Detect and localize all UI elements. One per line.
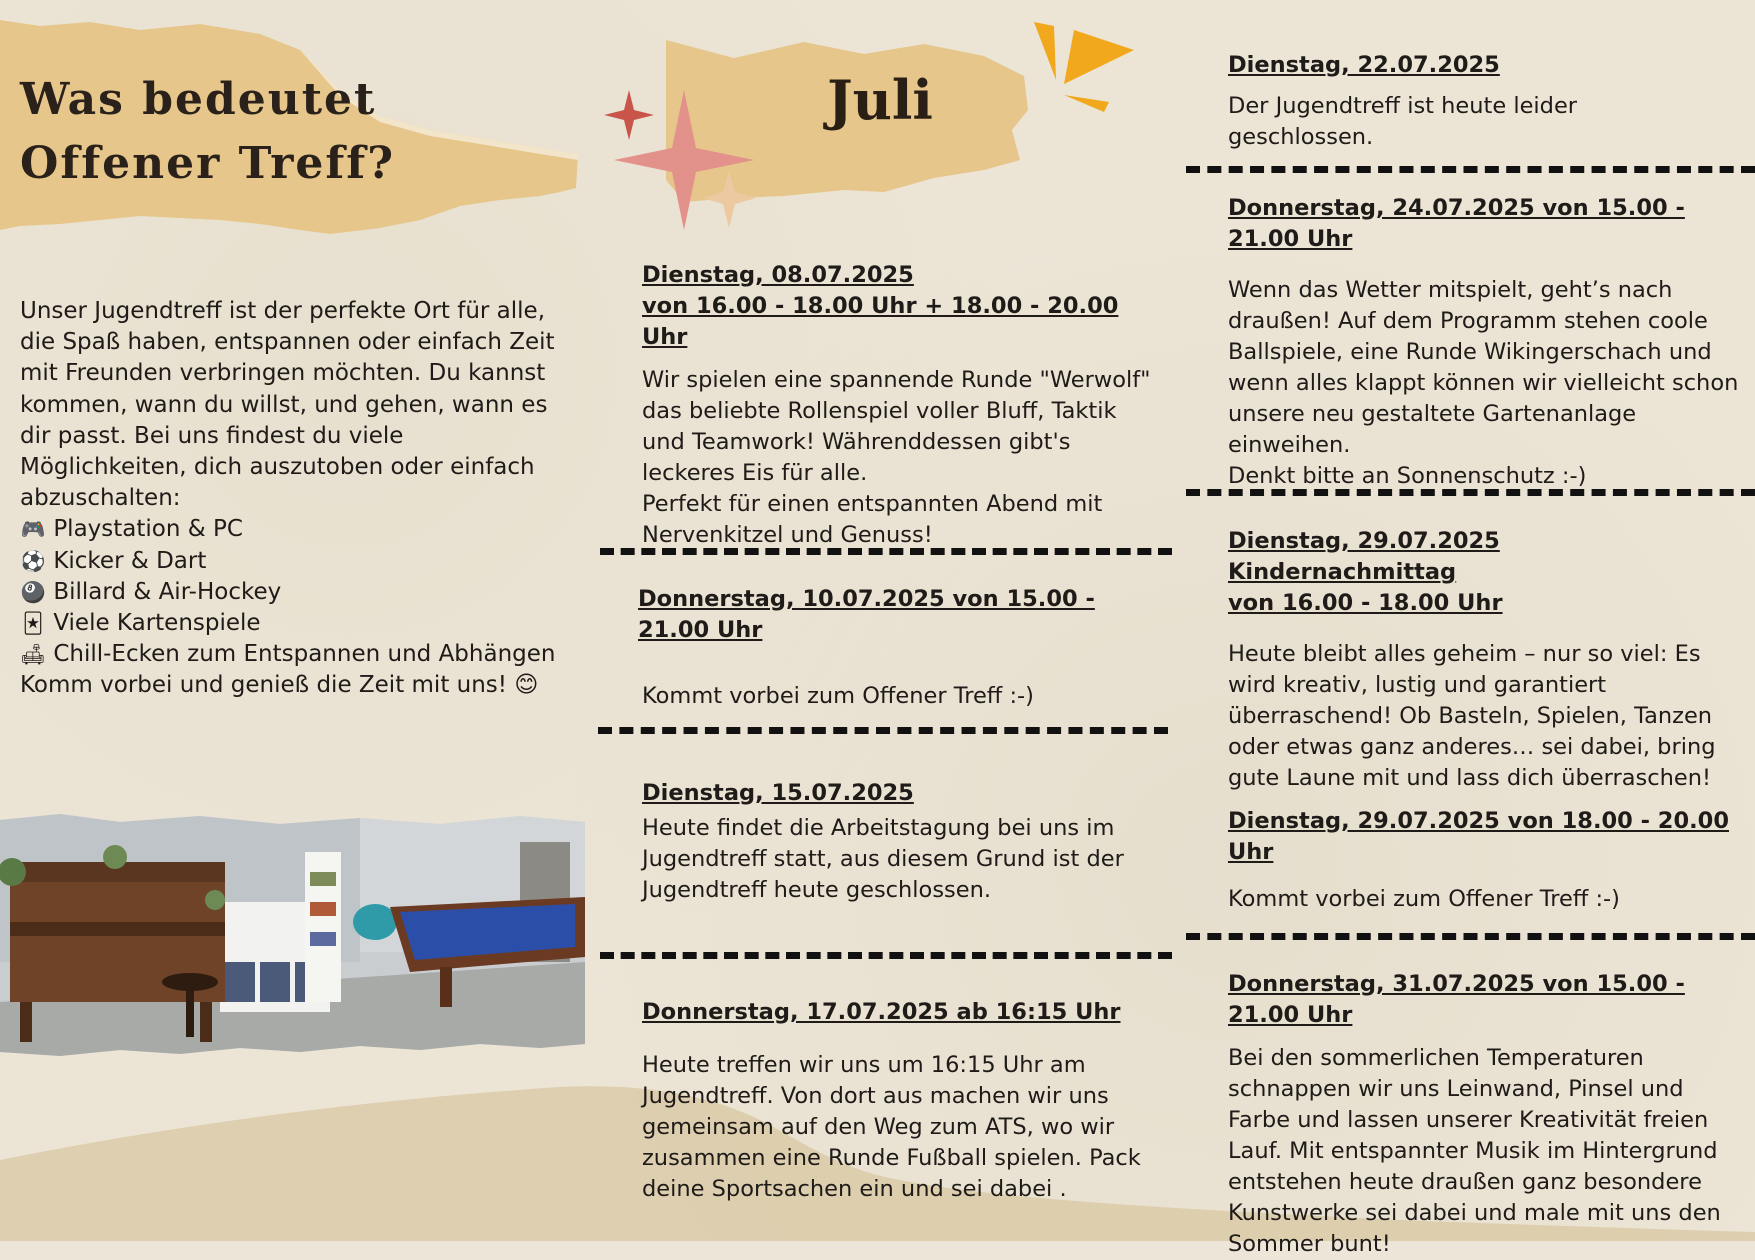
event-description: Kommt vorbei zum Offener Treff :-) <box>1228 886 1620 912</box>
event-22-07 <box>1228 50 1728 153</box>
page-title <box>20 68 540 196</box>
intro-closing: Komm vorbei und genieß die Zeit mit uns! 😊 <box>20 672 539 699</box>
event-08-07 <box>642 260 1162 551</box>
event-title-line2: von 16.00 - 18.00 Uhr + 18.00 - 20.00 Uhr <box>642 293 1119 350</box>
event-17-07 <box>642 997 1162 1205</box>
intro-text-block <box>20 296 560 702</box>
event-title: Donnerstag, 17.07.2025 ab 16:15 Uhr <box>642 999 1121 1025</box>
event-description: Bei den sommerlichen Temperaturen schnappen wir uns Leinwand, Pinsel und Farbe und lassen unserer Kreativität freien Lauf. Mit entspannter Musik im Hintergrund entstehen heute draußen ganz besondere Kunstwerke sei dabei und male mit uns den Sommer bunt! <box>1228 1045 1721 1257</box>
dashed-divider <box>600 952 1172 959</box>
gamepad-icon: 🎮 <box>20 517 46 542</box>
event-24-07 <box>1228 193 1743 492</box>
feature-list <box>20 514 560 670</box>
event-31-07 <box>1228 969 1748 1260</box>
event-title <box>1228 526 1728 619</box>
event-29-07-treff <box>1228 806 1748 915</box>
feature-item <box>20 639 560 670</box>
event-description-2: Denkt bitte an Sonnenschutz :-) <box>1228 463 1587 489</box>
event-title: Donnerstag, 31.07.2025 von 15.00 - 21.00 Uhr <box>1228 971 1685 1028</box>
event-title <box>642 260 1162 353</box>
feature-label: Playstation & PC <box>53 516 243 543</box>
month-title: Juli <box>827 68 933 132</box>
dashed-divider <box>1186 489 1755 496</box>
event-title: Donnerstag, 10.07.2025 von 15.00 - 21.00 Uhr <box>638 586 1095 643</box>
feature-label: Viele Kartenspiele <box>53 610 261 637</box>
event-title: Dienstag, 15.07.2025 <box>642 780 914 806</box>
event-15-07 <box>642 778 1162 906</box>
billiard-ball-icon: 🎱 <box>20 579 46 604</box>
playing-card-icon: 🃏 <box>22 611 44 636</box>
small-red-sparkle-icon <box>604 90 654 140</box>
event-title-line1: Dienstag, 08.07.2025 <box>642 262 914 288</box>
event-description-2: Perfekt für einen entspannten Abend mit Nervenkitzel und Genuss! <box>642 491 1103 548</box>
event-description: Wenn das Wetter mitspielt, geht’s nach draußen! Auf dem Programm stehen coole Ballspiele, eine Runde Wikingerschach und wenn alles klappt können wir vielleicht schon unsere neu gestaltete Gartenanlage einweihen. <box>1228 277 1739 458</box>
page-title-line2: Offener Treff? <box>20 138 396 189</box>
event-description: Heute bleibt alles geheim – nur so viel: Es wird kreativ, lustig und garantiert überraschend! Ob Basteln, Spielen, Tanzen oder etwas ganz anderes… sei dabei, bring gute Laune mit und lass dich überraschen! <box>1228 641 1716 791</box>
event-title-line2: von 16.00 - 18.00 Uhr <box>1228 590 1503 616</box>
feature-item <box>20 514 560 545</box>
event-description: Kommt vorbei zum Offener Treff :-) <box>642 683 1034 709</box>
feature-item <box>20 577 560 608</box>
event-description: Wir spielen eine spannende Runde "Werwolf" das beliebte Rollenspiel voller Bluff, Taktik und Teamwork! Währenddessen gibt's leckeres Eis für alle. <box>642 367 1151 486</box>
couch-icon: 🛋 <box>20 642 46 667</box>
intro-paragraph: Unser Jugendtreff ist der perfekte Ort für alle, die Spaß haben, entspannen oder einfach Zeit mit Freunden verbringen möchten. Du kannst kommen, wann du willst, und gehen, wann es dir passt. Bei uns findest du viele Möglichkeiten, dich auszutoben oder einfach abzuschalten: <box>20 298 555 512</box>
page-title-line1: Was bedeutet <box>20 74 377 125</box>
dashed-divider <box>1186 933 1755 940</box>
event-title: Dienstag, 22.07.2025 <box>1228 52 1500 78</box>
event-10-07 <box>638 584 1168 712</box>
dashed-divider <box>600 548 1172 555</box>
room-photo <box>0 812 585 1060</box>
soccer-ball-icon: ⚽ <box>20 548 46 573</box>
feature-item <box>20 546 560 577</box>
feature-label: Chill-Ecken zum Entspannen und Abhängen <box>53 641 556 668</box>
event-description: Heute findet die Arbeitstagung bei uns im Jugendtreff statt, aus diesem Grund ist der Jugendtreff heute geschlossen. <box>642 815 1124 903</box>
event-title-line1: Dienstag, 29.07.2025 Kindernachmittag <box>1228 528 1500 585</box>
event-29-07-kinder <box>1228 526 1728 794</box>
feature-label: Kicker & Dart <box>53 547 207 574</box>
event-description: Der Jugendtreff ist heute leider geschlossen. <box>1228 93 1578 150</box>
event-title: Dienstag, 29.07.2025 von 18.00 - 20.00 Uhr <box>1228 808 1729 865</box>
feature-label: Billard & Air-Hockey <box>53 578 282 605</box>
orange-burst-icon <box>1034 22 1134 112</box>
dashed-divider <box>598 727 1168 734</box>
event-description: Heute treffen wir uns um 16:15 Uhr am Jugendtreff. Von dort aus machen wir uns gemeinsam auf den Weg zum ATS, wo wir zusammen eine Runde Fußball spielen. Pack deine Sportsachen ein und sei dabei . <box>642 1052 1141 1202</box>
feature-item <box>20 608 560 639</box>
event-title: Donnerstag, 24.07.2025 von 15.00 - 21.00 Uhr <box>1228 195 1685 252</box>
dashed-divider <box>1186 166 1755 173</box>
